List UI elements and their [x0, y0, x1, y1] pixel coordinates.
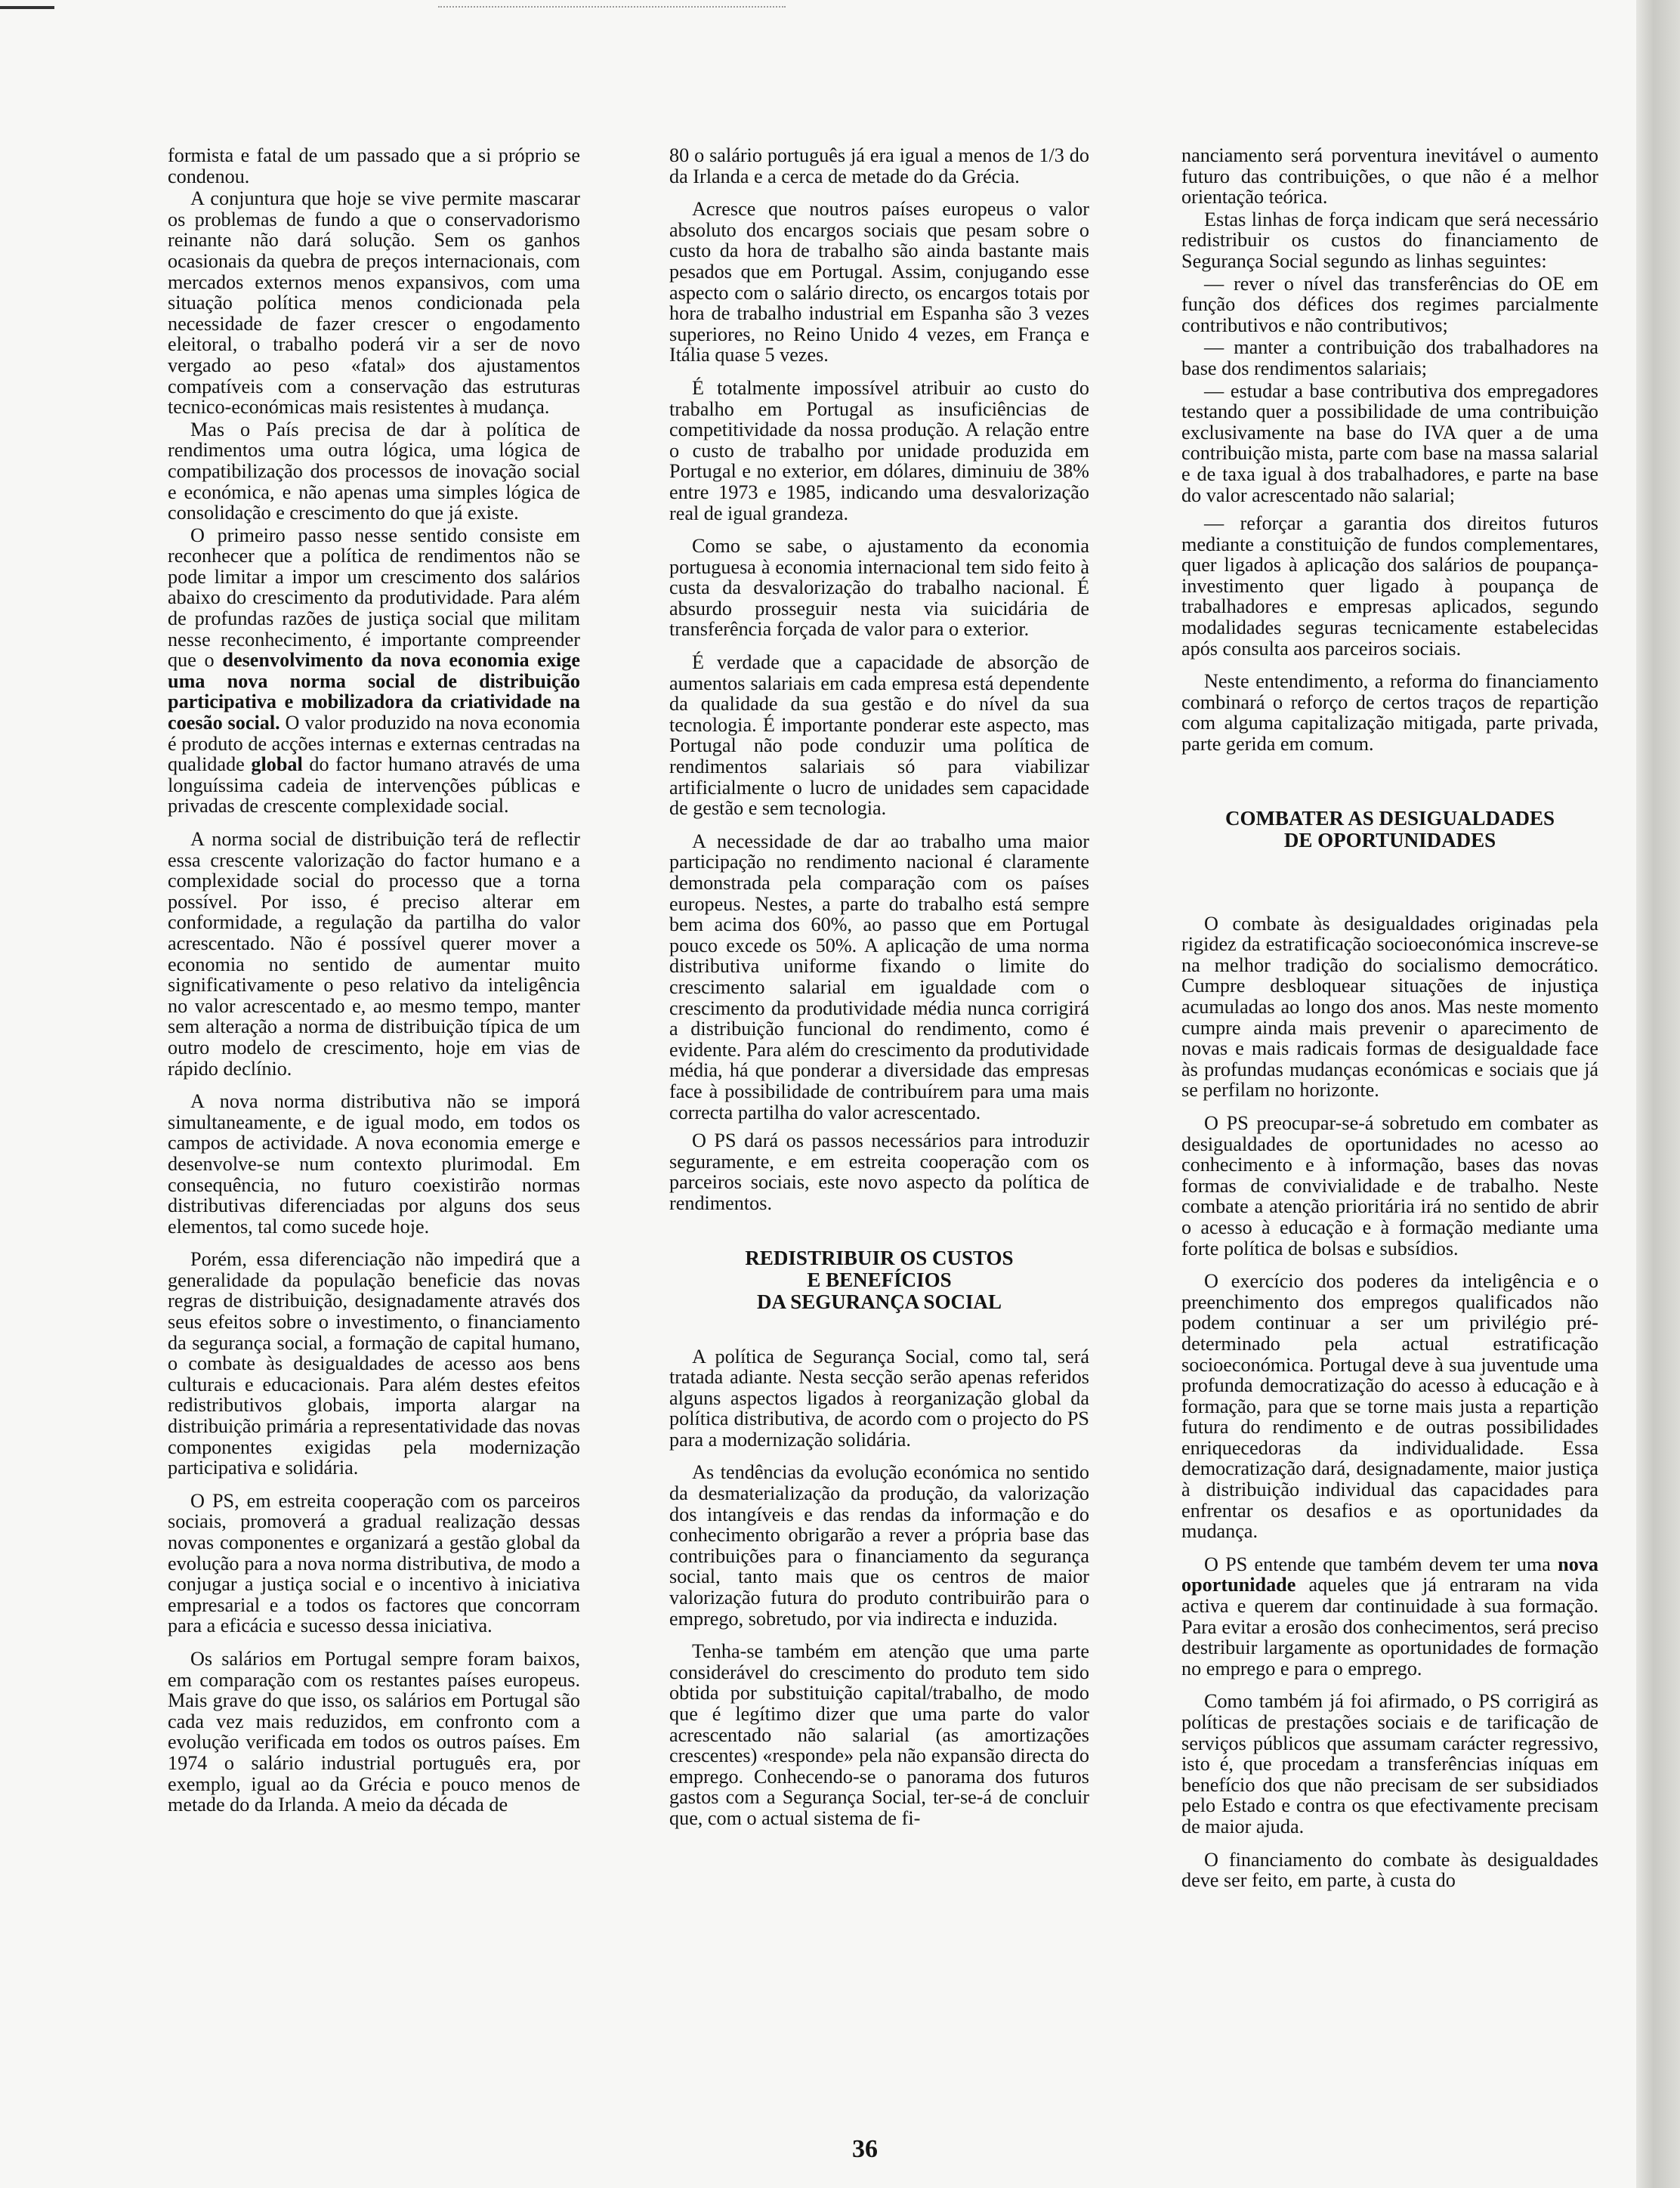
paragraph: O financiamento do combate às desigualdades deve ser feito, em parte, à custa do: [1181, 1848, 1598, 1892]
scan-page-edge: [1636, 0, 1680, 2188]
scan-edge-mark: [0, 6, 54, 9]
paragraph: O PS preocupar-se-á sobretudo em combater as desigualdades de oportunidades no acesso ao conhecimento e à informação, bases das novas formas de convivialidade e de trabalho. Neste combate a atenção prioritária irá no sentido de abrir o acesso à educação e à formação mediante uma forte política de bolsas e subsídios.: [1181, 1111, 1598, 1259]
paragraph: A conjuntura que hoje se vive permite mascarar os problemas de fundo a que o conservadorismo reinante não dará solução. Sem os ganhos ocasionais da quebra de preços internacionais, com mercados externos menos expansivos, com uma situação política menos condicionada pela necessidade de fazer crescer o engodamento eleitoral, o trabalho poderá vir a ser de novo vergado ao peso «fatal» dos ajustamentos compatíveis com a conservação das estruturas tecnico-económicas mais resistentes à mudança.: [168, 187, 580, 419]
paragraph: O exercício dos poderes da inteligência e o preenchimento dos empregos qualificados não podem continuar a ser um privilégio pré-determinado pela actual estratificação socioeconómica. Portugal deve à sua juventude uma profunda democratização do acesso à educação e à formação, para que se torne mais justa a repartição futura do rendimento e de outras possibilidades enriquecedoras da individualidade. Essa democratização dará, designadamente, maior justiça à distribuição individual das capacidades para enfrentar os desafios e as oportunidades da mudança.: [1181, 1270, 1598, 1543]
paragraph: nanciamento será porventura inevitável o aumento futuro das contribuições, o que não é a melhor orientação teórica.: [1181, 144, 1598, 209]
list-item: — rever o nível das transferências do OE em função dos défices dos regimes parcialmente contributivos e não contributivos;: [1181, 272, 1598, 336]
paragraph: formista e fatal de um passado que a si próprio se condenou.: [168, 144, 580, 187]
section-heading-desigualdades: COMBATER AS DESIGUALDADES DE OPORTUNIDADES: [1224, 806, 1555, 851]
paragraph-nova-oportunidade: O PS entende que também devem ter uma nova oportunidade aqueles que já entraram na vida activa e querem dar continuidade à sua formação. Para evitar a erosão dos conhecimentos, será preciso destribuir largamente as oportunidades de formação no emprego e para o emprego.: [1181, 1553, 1598, 1680]
paragraph: Acresce que noutros países europeus o valor absoluto dos encargos sociais que pesam sobre o custo da hora de trabalho são ainda bastante mais pesados que em Portugal. Assim, conjugando esse aspecto com o salário directo, os encargos totais por hora de trabalho industrial em Espanha são 3 vezes superiores, no Reino Unido 4 vezes, em França e Itália quase 5 vezes.: [669, 198, 1089, 366]
column-1: [168, 145, 580, 1828]
paragraph: A política de Segurança Social, como tal, será tratada adiante. Nesta secção serão apenas referidos alguns aspectos ligados à reorganização global da política distributiva, de acordo com o projecto do PS para a modernização solidária.: [669, 1345, 1089, 1451]
paragraph: É verdade que a capacidade de absorção de aumentos salariais em cada empresa está dependente da qualidade da sua gestão e do nível da sua tecnologia. É importante ponderar este aspecto, mas Portugal não pode conduzir uma política de rendimentos salariais só para viabilizar artificialmente o lucro de unidades sem capacidade de gestão e sem tecnologia.: [669, 651, 1089, 820]
scan-artifact: [438, 6, 786, 9]
paragraph-desenvolvimento: O primeiro passo nesse sentido consiste em reconhecer que a política de rendimentos não se pode limitar a impor um crescimento dos salários abaixo do crescimento da produtividade. Para além de profundas razões de justiça social que militam nesse reconhecimento, é importante compreender que o desenvolvimento da nova economia exige uma nova norma social de distribuição participativa e mobilizadora da criatividade na coesão social. O valor produzido na nova economia é produto de acções internas e externas centradas na qualidade global do factor humano através de uma longuíssima cadeia de intervenções públicas e privadas de crescente complexidade social.: [168, 524, 580, 817]
paragraph: Como também já foi afirmado, o PS corrigirá as políticas de prestações sociais e de tarificação de serviços públicos que assumam carácter regressivo, isto é, que procedam a transferências iníquas em benefício dos que não precisam de ser subsidiados pelo Estado e contra os que efectivamente precisam de maior ajuda.: [1181, 1690, 1598, 1837]
paragraph: Os salários em Portugal sempre foram baixos, em comparação com os restantes países europeus. Mais grave do que isso, os salários em Portugal são cada vez mais reduzidos, em confronto com a evolução verificada em todos os outros países. Em 1974 o salário industrial português era, por exemplo, igual ao da Grécia e pouco menos de metade do da Irlanda. A meio da década de: [168, 1647, 580, 1816]
paragraph: A norma social de distribuição terá de reflectir essa crescente valorização do factor humano e a complexidade social do processo que a torna possível. Por isso, é preciso alterar em conformidade, a regulação da partilha do valor acrescentado. Não é possível querer mover a economia no sentido de aumentar muito significativamente o peso relativo da inteligência no valor acrescentado e, ao mesmo tempo, manter sem alteração a norma de distribuição típica de um outro modelo de crescimento, hoje em vias de rápido declínio.: [168, 828, 580, 1080]
paragraph: A nova norma distributiva não se imporá simultaneamente, e de igual modo, em todos os campos de actividade. A nova economia emerge e desenvolve-se num contexto plurimodal. Em consequência, no futuro coexistirão normas distributivas diferenciadas por alguns dos seus elementos, tal como sucede hoje.: [168, 1090, 580, 1238]
list-item: — reforçar a garantia dos direitos futuros mediante a constituição de fundos complementares, quer ligados à aplicação dos salários de poupança-investimento quer ligado à poupança de trabalhadores e empresas aplicados, segundo modalidades seguras tecnicamente estabelecidas após consulta aos parceiros sociais.: [1181, 512, 1598, 660]
paragraph: O PS, em estreita cooperação com os parceiros sociais, promoverá a gradual realização dessas novas componentes e organizará a gestão global da evolução para a nova norma distributiva, de modo a conjugar a justiça social e o incentivo à iniciativa empresarial e a todos os factores que concorram para a eficácia e sucesso dessa iniciativa.: [168, 1489, 580, 1637]
paragraph: Estas linhas de força indicam que será necessário redistribuir os custos do financiamento de Segurança Social segundo as linhas seguintes:: [1181, 208, 1598, 272]
list-item: — estudar a base contributiva dos empregadores testando quer a possibilidade de uma contribuição exclusivamente na base do IVA quer a de uma contribuição mista, parte com base na massa salarial e de taxa igual à dos trabalhadores, e parte na base do valor acrescentado não salarial;: [1181, 379, 1598, 506]
paragraph: A necessidade de dar ao trabalho uma maior participação no rendimento nacional é claramente demonstrada pela comparação com os países europeus. Nestes, a parte do trabalho está sempre bem acima dos 60%, ao passo que em Portugal pouco excede os 50%. A aplicação de uma norma distributiva uniforme fixando o limite do crescimento salarial em igualdade com o crescimento da produtividade média nunca corrigirá a distribuição funcional do rendimento, como é evidente. Para além do crescimento da produtividade média, há que ponderar a diversidade das empresas face à possibilidade de contribuírem para uma mais correcta partilha do valor acrescentado.: [669, 830, 1089, 1123]
paragraph: Mas o País precisa de dar à política de rendimentos uma outra lógica, uma lógica de compatibilização dos processos de inovação social e económica, e não apenas uma simples lógica de consolidação e crescimento do que já existe.: [168, 418, 580, 524]
page-number: 36: [852, 2135, 878, 2163]
bold-word: global: [251, 753, 303, 776]
paragraph: É totalmente impossível atribuir ao custo do trabalho em Portugal as insuficiências de competitividade da nossa produção. A relação entre o custo de trabalho por unidade produzida em Portugal e no exterior, em dólares, diminuiu de 38% entre 1973 e 1985, indicando uma desvalorização real de igual grandeza.: [669, 376, 1089, 524]
paragraph: O combate às desigualdades originadas pela rigidez da estratificação socioeconómica inscreve-se na melhor tradição do socialismo democrático. Cumpre desbloquear situações de injustiça acumuladas ao longo dos anos. Mas neste momento cumpre ainda mais prevenir o aparecimento de novas e mais radicais formas de desigualdade face às profundas mudanças económicas e sociais que já se perfilam no horizonte.: [1181, 912, 1598, 1102]
paragraph: 80 o salário português já era igual a menos de 1/3 do da Irlanda e a cerca de metade do da Grécia.: [669, 144, 1089, 187]
paragraph: Neste entendimento, a reforma do financiamento combinará o reforço de certos traços de repartição com alguma capitalização mitigada, parte privada, parte gerida em comum.: [1181, 670, 1598, 756]
paragraph: As tendências da evolução económica no sentido da desmaterialização da produção, da valorização dos intangíveis e das rendas da informação e do conhecimento obrigarão a rever a própria base das contribuições para o financiamento da segurança social, tanto mais que os centros de maior valorização futura do produto contribuirão para o emprego, sobretudo, por via indirecta e induzida.: [669, 1461, 1089, 1630]
bold-phrase: desenvolvimento da nova economia exige uma nova norma social de distribuição participativa e mobilizadora da criatividade na coesão social.: [168, 649, 580, 734]
list-item: — manter a contribuição dos trabalhadores na base dos rendimentos salariais;: [1181, 336, 1598, 379]
paragraph: Como se sabe, o ajustamento da economia portuguesa à economia internacional tem sido feito à custa da desvalorização do trabalho nacional. É absurdo prosseguir nesta via suicidária de transferência forçada de valor para o exterior.: [669, 535, 1089, 641]
paragraph: Tenha-se também em atenção que uma parte considerável do crescimento do produto tem sido obtida por substituição capital/trabalho, de modo que é legítimo dizer que uma parte do valor acrescentado não salarial (as amortizações crescentes) «responde» pela não expansão directa do emprego. Conhecendo-se o panorama dos futuros gastos com a Segurança Social, ter-se-á de concluir que, com o actual sistema de fi-: [669, 1640, 1089, 1829]
bold-phrase: nova oportunidade: [1181, 1553, 1598, 1596]
section-heading-seguranca-social: REDISTRIBUIR OS CUSTOS E BENEFÍCIOS DA SEGURANÇA SOCIAL: [745, 1246, 1014, 1313]
column-3: [1181, 145, 1598, 1893]
paragraph: Porém, essa diferenciação não impedirá que a generalidade da população beneficie das novas regras de distribuição, designadamente através dos seus efeitos sobre o investimento, o financiamento da segurança social, a formação de capital humano, o combate às desigualdades de acesso aos bens culturais e educacionais. Para além destes efeitos redistributivos globais, importa alargar na distribuição primária a representatividade das novas componentes exigidas pela modernização participativa e solidária.: [168, 1248, 580, 1479]
paragraph: O PS dará os passos necessários para introduzir seguramente, e em estreita cooperação com os parceiros sociais, este novo aspecto da política de rendimentos.: [669, 1130, 1089, 1214]
column-2: [669, 145, 1089, 1841]
